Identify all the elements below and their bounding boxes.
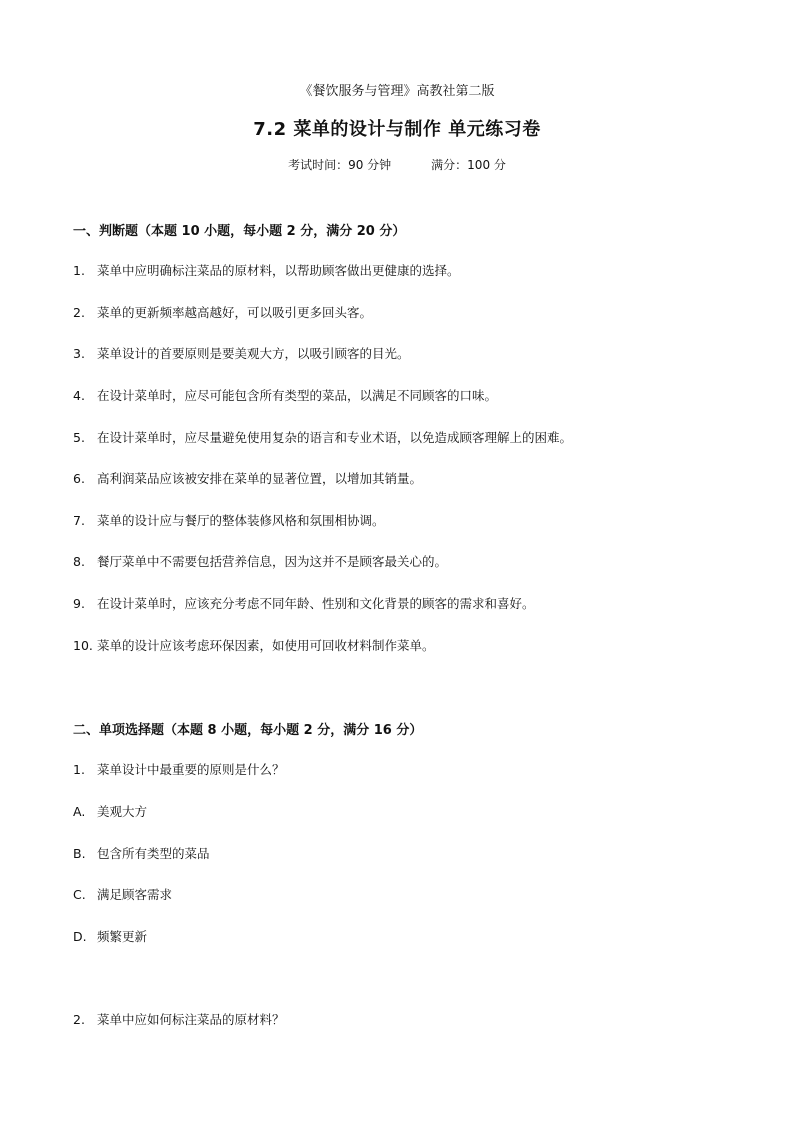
page-title: 7.2 菜单的设计与制作 单元练习卷 xyxy=(253,119,541,140)
question-item: 4. 在设计菜单时，应尽可能包含所有类型的菜品，以满足不同顾客的口味。 xyxy=(73,388,497,403)
question-item: 2. 菜单的更新频率越高越好，可以吸引更多回头客。 xyxy=(73,305,372,320)
question-item: 7. 菜单的设计应与餐厅的整体装修风格和氛围相协调。 xyxy=(73,513,385,528)
course-title: 《餐饮服务与管理》高教社第二版 xyxy=(299,84,495,99)
question-item: 8. 餐厅菜单中不需要包括营养信息，因为这并不是顾客最关心的。 xyxy=(73,554,447,569)
answer-option: A. 美观大方 xyxy=(73,804,147,819)
answer-option: B. 包含所有类型的菜品 xyxy=(73,846,210,861)
question-item: 1. 菜单中应明确标注菜品的原材料，以帮助顾客做出更健康的选择。 xyxy=(73,263,460,278)
question-item: 1. 菜单设计中最重要的原则是什么？ xyxy=(73,762,285,777)
question-item: 9. 在设计菜单时，应该充分考虑不同年龄、性别和文化背景的顾客的需求和喜好。 xyxy=(73,596,535,611)
exam-time: 考试时间：90 分钟 xyxy=(288,158,392,172)
section-heading-true-false: 一、判断题（本题 10 小题，每小题 2 分，满分 20 分） xyxy=(73,224,406,239)
question-item: 10. 菜单的设计应该考虑环保因素，如使用可回收材料制作菜单。 xyxy=(73,638,435,653)
section-heading-multiple-choice: 二、单项选择题（本题 8 小题，每小题 2 分，满分 16 分） xyxy=(73,723,423,738)
question-item: 2. 菜单中应如何标注菜品的原材料？ xyxy=(73,1012,285,1027)
answer-option: C. 满足顾客需求 xyxy=(73,887,172,902)
answer-option: D. 频繁更新 xyxy=(73,929,147,944)
exam-meta xyxy=(0,156,794,173)
full-score: 满分：100 分 xyxy=(431,158,506,172)
question-item: 5. 在设计菜单时，应尽量避免使用复杂的语言和专业术语，以免造成顾客理解上的困难。 xyxy=(73,430,572,445)
question-item: 6. 高利润菜品应该被安排在菜单的显著位置，以增加其销量。 xyxy=(73,471,422,486)
question-item: 3. 菜单设计的首要原则是要美观大方，以吸引顾客的目光。 xyxy=(73,346,410,361)
